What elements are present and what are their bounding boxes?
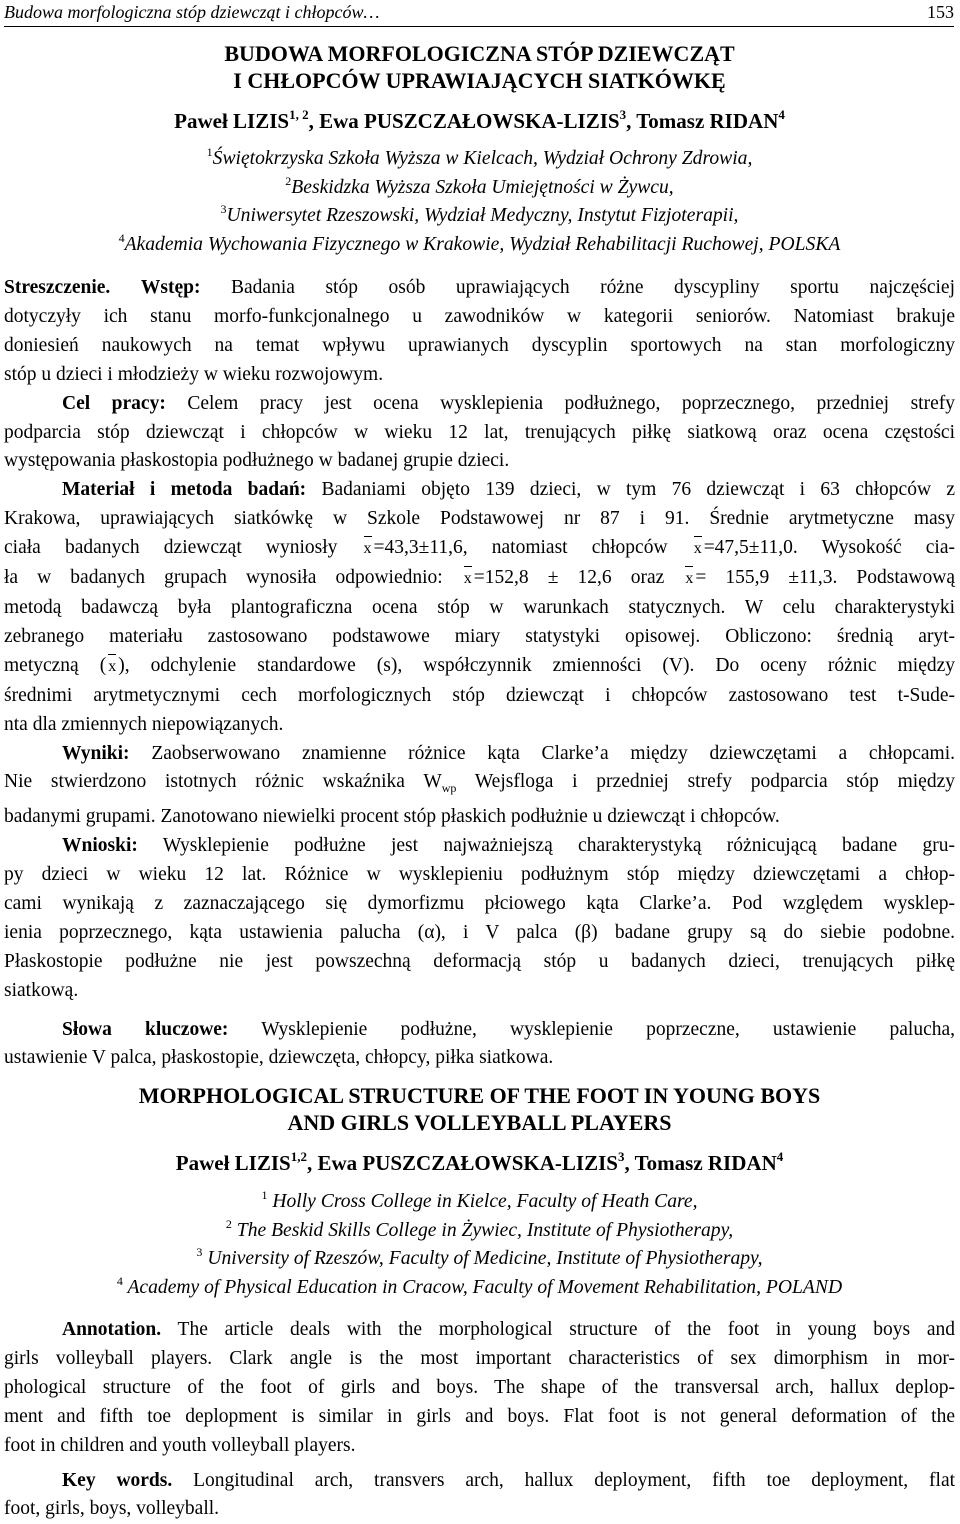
author-name: Tomasz RIDAN bbox=[634, 1151, 777, 1175]
affiliation-line bbox=[4, 145, 955, 174]
mean-symbol: x bbox=[692, 535, 704, 564]
mean-symbol: x bbox=[362, 535, 374, 564]
methods-label: Materiał i metoda badań: bbox=[62, 479, 307, 501]
affiliation-marker: 2 bbox=[225, 1216, 232, 1231]
affiliation-line bbox=[4, 231, 955, 260]
author-affiliation-marker: 4 bbox=[776, 1149, 784, 1164]
author-name: Tomasz RIDAN bbox=[636, 109, 779, 133]
affiliation-line bbox=[4, 1217, 955, 1246]
affiliation-text: Academy of Physical Education in Cracow, Faculty of Movement Rehabilitation, POLAND bbox=[127, 1276, 843, 1298]
author-affiliation-marker: 1, 2 bbox=[289, 107, 309, 122]
affiliation-marker: 3 bbox=[196, 1245, 203, 1260]
running-header bbox=[4, 0, 954, 27]
author-name: Ewa PUSZCZAŁOWSKA-LIZIS bbox=[317, 1151, 618, 1175]
en-keywords-label: Key words. bbox=[62, 1469, 173, 1491]
affiliation-text: University of Rzeszów, Faculty of Medicine, Institute of Physiotherapy, bbox=[207, 1248, 763, 1270]
affiliation-line bbox=[4, 202, 955, 231]
pl-keywords: Słowa kluczowe: Wysklepienie podłużne, wysklepienie poprzeczne, ustawienie palucha, ustawienie V palca, płaskostopie, dziewczęta, chłopcy, piłka siatkowa. bbox=[4, 1018, 956, 1069]
en-title-line-1: MORPHOLOGICAL STRUCTURE OF THE FOOT IN YOUNG BOYS bbox=[138, 1083, 821, 1108]
running-title: Budowa morfologiczna stóp dziewcząt i chłopców… bbox=[4, 2, 380, 22]
en-affiliations bbox=[4, 1188, 955, 1302]
affiliation-text: Świętokrzyska Szkoła Wyższa w Kielcach, Wydział Ochrony Zdrowia, bbox=[212, 148, 753, 169]
author-affiliation-marker: 1,2 bbox=[290, 1149, 307, 1164]
pl-affiliations bbox=[4, 145, 955, 259]
aim-label: Cel pracy: bbox=[62, 392, 166, 414]
mean-symbol: x bbox=[106, 653, 118, 682]
abstract-methods: Materiał i metoda badań: Badaniami objęto 139 dzieci, w tym 76 dziewcząt i 63 chłopców z Krakowa, uprawiających siatkówkę w Szkole Podstawowej nr 87 i 91. Średnie arytmetyczne masy ciała badanych dziewcząt wyniosły x =43,3±11,6, natomiast chłopców x =47,5±11,0. Wysokość cia- ła w badanych grupach wynosiła odpowiednio: x =152,8 ± 12,6 oraz x = 155,9 ±11,3. Podstawową metodą badawczą była plantograficzna ocena stóp w warunkach statycznych. W celu charakterystyki zebranego materiału zastosowano podstawowe miary statystyki opisowej. Obliczono: średnią aryt- metyczną ( x ), odchylenie standardowe (s), współczynnik zmienności (V). Do oceny różnic między średnimi arytmetycznymi cech morfologicznych stóp dziewcząt i chłopców zastosowano test t-Sude- nta dla zmiennych niepowiązanych. bbox=[4, 479, 956, 735]
conclusions-label: Wnioski: bbox=[62, 835, 138, 857]
author-name: Ewa PUSZCZAŁOWSKA-LIZIS bbox=[319, 109, 620, 133]
abstract-label: Streszczenie. bbox=[4, 277, 111, 298]
en-title-line-2: AND GIRLS VOLLEYBALL PLAYERS bbox=[287, 1110, 672, 1135]
affiliation-marker: 3 bbox=[220, 202, 227, 217]
author-name: Paweł LIZIS bbox=[174, 109, 290, 133]
affiliation-marker: 4 bbox=[116, 1273, 123, 1288]
mean-symbol: x bbox=[683, 565, 695, 594]
affiliation-line bbox=[4, 174, 955, 203]
affiliation-text: The Beskid Skills College in Żywiec, Institute of Physiotherapy, bbox=[236, 1219, 734, 1241]
pl-title-line-1: BUDOWA MORFOLOGICZNA STÓP DZIEWCZĄT bbox=[224, 41, 735, 66]
pl-abstract bbox=[4, 274, 955, 1073]
affiliation-marker: 2 bbox=[285, 173, 292, 188]
affiliation-marker: 1 bbox=[261, 1188, 268, 1202]
affiliation-line bbox=[4, 1245, 955, 1274]
en-authors: Paweł LIZIS$^{1,2}$, Ewa PUSZCZAŁOWSKA-LIZIS$^3$, Tomasz RIDAN$^4$ bbox=[175, 1149, 784, 1175]
affiliation-line bbox=[4, 1274, 955, 1303]
affiliation-text: Holly Cross College in Kielce, Faculty of Heath Care, bbox=[272, 1191, 698, 1212]
affiliation-marker: 4 bbox=[118, 230, 125, 245]
pl-title bbox=[4, 40, 955, 94]
affiliation-text: Uniwersytet Rzeszowski, Wydział Medyczny, Instytut Fizjoterapii, bbox=[226, 205, 739, 227]
affiliation-text: Beskidzka Wyższa Szkoła Umiejętności w Żywcu, bbox=[291, 176, 674, 198]
author-name: Paweł LIZIS bbox=[175, 1151, 291, 1175]
author-affiliation-marker: 4 bbox=[778, 107, 785, 122]
results-label: Wyniki: bbox=[62, 742, 130, 764]
abstract-aim: Cel pracy: Celem pracy jest ocena wysklepienia podłużnego, poprzecznego, przedniej strefy podparcia stóp dziewcząt i chłopców w wieku 12 lat, trenujących piłkę siatkową oraz ocena częstości występowania płaskostopia podłużnego w badanej grupie dzieci. bbox=[4, 392, 955, 472]
page-number: 153 bbox=[927, 2, 954, 22]
author-affiliation-marker: 3 bbox=[617, 1149, 625, 1164]
abstract-results: Wyniki: Zaobserwowano znamienne różnice kąta Clarke’a między dziewczętami a chłopcami. Nie stwierdzono istotnych różnic wskaźnika $W_{wp}$ Wejsfloga i przedniej strefy podparcia stóp między badanymi grupami. Zanotowano niewielki procent stóp płaskich podłużnie u dziewcząt i chłopców. bbox=[4, 742, 956, 828]
abstract-intro: Streszczenie. Wstęp: Badania stóp osób uprawiających różne dyscypliny sportu najczęściej dotyczyły ich stanu morfo-funkcjonalnego u zawodników w kategorii seniorów. Natomiast brakuje doniesień naukowych na temat wpływu uprawianych dyscyplin sportowych na stan morfologiczny stóp u dzieci i młodzieży w wieku rozwojowym. bbox=[4, 277, 956, 385]
mean-symbol: x bbox=[462, 565, 474, 594]
en-keywords: Key words. Longitudinal arch, transvers arch, hallux deployment, fifth toe deployment, flat foot, girls, boys, volleyball. bbox=[4, 1469, 956, 1520]
en-abstract bbox=[4, 1316, 955, 1524]
intro-label: Wstęp: bbox=[140, 277, 201, 298]
affiliation-marker: 1 bbox=[206, 145, 213, 159]
pl-authors: Paweł LIZIS$^{1, 2}$, Ewa PUSZCZAŁOWSKA-LIZIS$^3$, Tomasz RIDAN$^4$ bbox=[174, 107, 785, 133]
affiliation-line bbox=[4, 1188, 955, 1217]
pl-keywords-label: Słowa kluczowe: bbox=[62, 1018, 229, 1040]
en-title bbox=[4, 1082, 955, 1136]
author-affiliation-marker: 3 bbox=[619, 107, 627, 122]
abstract-conclusions: Wnioski: Wysklepienie podłużne jest najważniejszą charakterystyką różnicującą badane gru- py dzieci w wieku 12 lat. Różnice w wysklepieniu podłużnym stóp między dziewczętami a chłop- cami wynikają z zaznaczającego się dymorfizmu płciowego kąta Clarke’a. Pod względem wysklep- ienia poprzecznego, kąta ustawienia palucha (α), i V palca (β) badane grupy są do siebie podobne. Płaskostopie podłużne nie jest powszechną deformacją stóp u badanych dzieci, trenujących piłkę siatkową. bbox=[4, 835, 955, 1001]
annotation-label: Annotation. bbox=[62, 1319, 162, 1340]
affiliation-text: Akademia Wychowania Fizycznego w Krakowie, Wydział Rehabilitacji Ruchowej, POLSKA bbox=[124, 233, 841, 255]
annotation: Annotation. The article deals with the morphological structure of the foot in young boys and girls volleyball players. Clark angle is the most important characteristics of sex dimorphism in mor- phological structure of the foot of girls and boys. The shape of the transversal arch, hallux deplop- ment and fifth toe deplopment is similar in girls and boys. Flat foot is not general deformation of the foot in children and youth volleyball players. bbox=[4, 1319, 955, 1456]
pl-title-line-2: I CHŁOPCÓW UPRAWIAJĄCYCH SIATKÓWKĘ bbox=[233, 68, 726, 93]
